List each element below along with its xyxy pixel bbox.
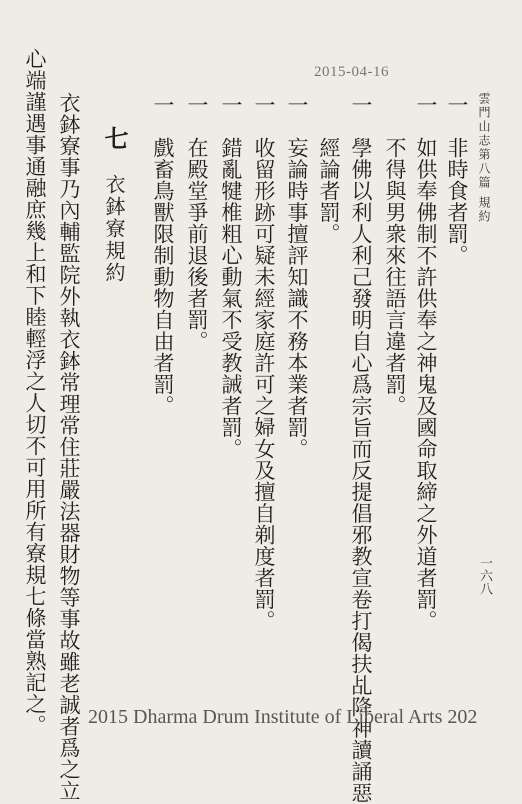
rule-3: 一 學佛以利人利己發明自心爲宗旨而反提倡邪教宣卷打偈扶乩降神讀誦惡 [349,94,373,804]
section-body-2: 心端謹遇事通融庶幾上和下睦輕浮之人切不可用所有寮規七條當熟記之。 [23,48,47,736]
rule-5: 一 收留形跡可疑未經家庭許可之婦女及擅自剃度者罰。 [252,94,276,632]
rule-3-continued: 經論者罰。 [317,94,341,245]
running-header-section: 規約 [477,196,491,224]
watermark: 2015 Dharma Drum Institute of Liberal Arts 202 [88,706,478,728]
running-header-chapter: 第八篇 [477,148,491,190]
section-number: 七 [100,126,129,150]
rule-1: 一 非時食者罰。 [445,94,469,266]
rule-6: 一 錯亂犍椎粗心動氣不受教誡者罰。 [219,94,243,460]
section-body-1: 衣鉢寮事乃內輔監院外執衣鉢常理常住莊嚴法器財物等事故雖老誠者爲之立 [57,92,81,802]
rule-7: 一 在殿堂爭前退後者罰。 [185,94,209,352]
running-header-book: 雲門山志 [477,92,491,148]
page-number: 一六八 [477,556,492,595]
rule-2-continued: 不得與男衆來往語言違者罰。 [383,94,407,417]
rule-2: 一 如供奉佛制不許供奉之神鬼及國命取締之外道者罰。 [414,94,438,632]
date-stamp: 2015-04-16 [314,64,389,80]
section-title: 衣鉢寮規約 [102,174,126,284]
rule-4: 一 妄論時事擅評知識不務本業者罰。 [285,94,309,460]
rule-8: 一 戲畜鳥獸限制動物自由者罰。 [151,94,175,417]
